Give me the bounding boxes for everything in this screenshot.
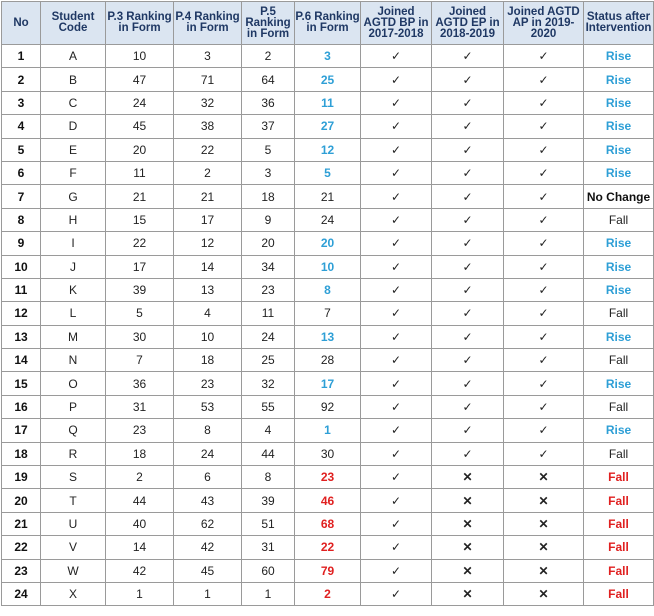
p3-ranking-cell: 36	[106, 372, 174, 395]
table-row	[2, 91, 654, 114]
joined-ep-cell: ✓	[432, 395, 504, 418]
student-code-cell: X	[41, 582, 106, 605]
p6-ranking-cell: 28	[295, 349, 361, 372]
status-cell: Rise	[584, 45, 654, 68]
student-code-cell: T	[41, 489, 106, 512]
joined-ep-cell: ✓	[432, 185, 504, 208]
joined-ap-cell: ✓	[504, 115, 584, 138]
p6-ranking-cell: 25	[295, 68, 361, 91]
p6-ranking-cell: 68	[295, 512, 361, 535]
table-body	[2, 45, 654, 606]
status-cell: Fall	[584, 349, 654, 372]
student-code-cell: W	[41, 559, 106, 582]
joined-bp-cell: ✓	[361, 302, 432, 325]
p6-ranking-cell: 24	[295, 208, 361, 231]
joined-bp-cell: ✓	[361, 115, 432, 138]
p5-ranking-cell: 18	[242, 185, 295, 208]
p4-ranking-cell: 43	[174, 489, 242, 512]
p6-ranking-cell: 92	[295, 395, 361, 418]
joined-ap-cell: ✓	[504, 395, 584, 418]
row-no-cell: 10	[2, 255, 41, 278]
p4-ranking-cell: 23	[174, 372, 242, 395]
joined-ap-cell: ✓	[504, 372, 584, 395]
p5-ranking-cell: 9	[242, 208, 295, 231]
row-no-cell: 8	[2, 208, 41, 231]
row-no-cell: 4	[2, 115, 41, 138]
joined-ap-cell: ✓	[504, 138, 584, 161]
joined-ep-cell: ✓	[432, 232, 504, 255]
header-p5: P.5 Ranking in Form	[242, 2, 295, 45]
joined-ap-cell: ✓	[504, 232, 584, 255]
p6-ranking-cell: 8	[295, 278, 361, 301]
p3-ranking-cell: 42	[106, 559, 174, 582]
student-code-cell: H	[41, 208, 106, 231]
p6-ranking-cell: 23	[295, 466, 361, 489]
p5-ranking-cell: 39	[242, 489, 295, 512]
table-row	[2, 278, 654, 301]
status-cell: Rise	[584, 278, 654, 301]
p5-ranking-cell: 44	[242, 442, 295, 465]
student-code-cell: F	[41, 161, 106, 184]
student-code-cell: U	[41, 512, 106, 535]
joined-bp-cell: ✓	[361, 325, 432, 348]
row-no-cell: 23	[2, 559, 41, 582]
p4-ranking-cell: 42	[174, 536, 242, 559]
joined-ap-cell: ✓	[504, 208, 584, 231]
status-cell: Rise	[584, 138, 654, 161]
p5-ranking-cell: 25	[242, 349, 295, 372]
joined-ap-cell: ✓	[504, 185, 584, 208]
p3-ranking-cell: 39	[106, 278, 174, 301]
joined-ap-cell: ✓	[504, 325, 584, 348]
p3-ranking-cell: 15	[106, 208, 174, 231]
p5-ranking-cell: 32	[242, 372, 295, 395]
row-no-cell: 2	[2, 68, 41, 91]
joined-ap-cell: ✓	[504, 278, 584, 301]
p4-ranking-cell: 71	[174, 68, 242, 91]
p6-ranking-cell: 46	[295, 489, 361, 512]
table-row	[2, 138, 654, 161]
status-cell: Rise	[584, 372, 654, 395]
row-no-cell: 22	[2, 536, 41, 559]
p5-ranking-cell: 11	[242, 302, 295, 325]
joined-ep-cell: ✕	[432, 559, 504, 582]
status-cell: Rise	[584, 91, 654, 114]
joined-bp-cell: ✓	[361, 349, 432, 372]
joined-ep-cell: ✕	[432, 489, 504, 512]
p4-ranking-cell: 1	[174, 582, 242, 605]
p6-ranking-cell: 20	[295, 232, 361, 255]
joined-ap-cell: ✓	[504, 302, 584, 325]
p6-ranking-cell: 13	[295, 325, 361, 348]
p6-ranking-cell: 79	[295, 559, 361, 582]
status-cell: Rise	[584, 232, 654, 255]
student-code-cell: I	[41, 232, 106, 255]
joined-ep-cell: ✓	[432, 91, 504, 114]
p3-ranking-cell: 31	[106, 395, 174, 418]
p5-ranking-cell: 51	[242, 512, 295, 535]
p3-ranking-cell: 11	[106, 161, 174, 184]
p4-ranking-cell: 24	[174, 442, 242, 465]
joined-ep-cell: ✓	[432, 302, 504, 325]
p5-ranking-cell: 5	[242, 138, 295, 161]
header-p6: P.6 Ranking in Form	[295, 2, 361, 45]
student-code-cell: B	[41, 68, 106, 91]
student-code-cell: Q	[41, 419, 106, 442]
p4-ranking-cell: 38	[174, 115, 242, 138]
p4-ranking-cell: 6	[174, 466, 242, 489]
p3-ranking-cell: 30	[106, 325, 174, 348]
status-cell: Fall	[584, 489, 654, 512]
p4-ranking-cell: 10	[174, 325, 242, 348]
p3-ranking-cell: 44	[106, 489, 174, 512]
p6-ranking-cell: 27	[295, 115, 361, 138]
student-code-cell: R	[41, 442, 106, 465]
joined-ep-cell: ✕	[432, 536, 504, 559]
row-no-cell: 20	[2, 489, 41, 512]
p6-ranking-cell: 21	[295, 185, 361, 208]
table-row	[2, 255, 654, 278]
status-cell: Rise	[584, 325, 654, 348]
p6-ranking-cell: 3	[295, 45, 361, 68]
row-no-cell: 5	[2, 138, 41, 161]
table-row	[2, 302, 654, 325]
student-code-cell: S	[41, 466, 106, 489]
p4-ranking-cell: 4	[174, 302, 242, 325]
table-row	[2, 232, 654, 255]
header-no: No	[2, 2, 41, 45]
joined-ep-cell: ✕	[432, 582, 504, 605]
joined-ep-cell: ✓	[432, 138, 504, 161]
status-cell: Fall	[584, 395, 654, 418]
student-code-cell: N	[41, 349, 106, 372]
p4-ranking-cell: 21	[174, 185, 242, 208]
p4-ranking-cell: 18	[174, 349, 242, 372]
p6-ranking-cell: 30	[295, 442, 361, 465]
joined-ep-cell: ✓	[432, 349, 504, 372]
p4-ranking-cell: 62	[174, 512, 242, 535]
p5-ranking-cell: 2	[242, 45, 295, 68]
p5-ranking-cell: 3	[242, 161, 295, 184]
status-cell: Fall	[584, 466, 654, 489]
p4-ranking-cell: 53	[174, 395, 242, 418]
table-row	[2, 372, 654, 395]
row-no-cell: 14	[2, 349, 41, 372]
row-no-cell: 6	[2, 161, 41, 184]
p6-ranking-cell: 22	[295, 536, 361, 559]
p3-ranking-cell: 5	[106, 302, 174, 325]
table-row	[2, 185, 654, 208]
status-cell: Fall	[584, 208, 654, 231]
p3-ranking-cell: 20	[106, 138, 174, 161]
p3-ranking-cell: 45	[106, 115, 174, 138]
row-no-cell: 7	[2, 185, 41, 208]
header-p3: P.3 Ranking in Form	[106, 2, 174, 45]
status-cell: Fall	[584, 302, 654, 325]
table-row	[2, 559, 654, 582]
joined-ep-cell: ✓	[432, 442, 504, 465]
student-code-cell: O	[41, 372, 106, 395]
joined-ep-cell: ✕	[432, 512, 504, 535]
joined-ap-cell: ✓	[504, 442, 584, 465]
joined-ap-cell: ✕	[504, 536, 584, 559]
student-code-cell: D	[41, 115, 106, 138]
joined-ep-cell: ✓	[432, 208, 504, 231]
row-no-cell: 24	[2, 582, 41, 605]
header-joined-ap: Joined AGTD AP in 2019-2020	[504, 2, 584, 45]
p6-ranking-cell: 5	[295, 161, 361, 184]
header-joined-bp: Joined AGTD BP in 2017-2018	[361, 2, 432, 45]
p4-ranking-cell: 2	[174, 161, 242, 184]
p5-ranking-cell: 31	[242, 536, 295, 559]
p5-ranking-cell: 1	[242, 582, 295, 605]
joined-bp-cell: ✓	[361, 232, 432, 255]
p5-ranking-cell: 20	[242, 232, 295, 255]
joined-bp-cell: ✓	[361, 68, 432, 91]
p4-ranking-cell: 3	[174, 45, 242, 68]
student-code-cell: P	[41, 395, 106, 418]
row-no-cell: 18	[2, 442, 41, 465]
header-p4: P.4 Ranking in Form	[174, 2, 242, 45]
p5-ranking-cell: 8	[242, 466, 295, 489]
joined-bp-cell: ✓	[361, 489, 432, 512]
joined-ep-cell: ✓	[432, 372, 504, 395]
joined-ap-cell: ✓	[504, 45, 584, 68]
p4-ranking-cell: 22	[174, 138, 242, 161]
table-row	[2, 161, 654, 184]
joined-ep-cell: ✓	[432, 325, 504, 348]
student-code-cell: M	[41, 325, 106, 348]
ranking-table	[1, 1, 654, 606]
joined-bp-cell: ✓	[361, 372, 432, 395]
row-no-cell: 17	[2, 419, 41, 442]
p5-ranking-cell: 23	[242, 278, 295, 301]
p3-ranking-cell: 10	[106, 45, 174, 68]
header-joined-ep: Joined AGTD EP in 2018-2019	[432, 2, 504, 45]
p5-ranking-cell: 55	[242, 395, 295, 418]
joined-bp-cell: ✓	[361, 512, 432, 535]
joined-ep-cell: ✓	[432, 161, 504, 184]
p4-ranking-cell: 45	[174, 559, 242, 582]
p5-ranking-cell: 64	[242, 68, 295, 91]
status-cell: Fall	[584, 512, 654, 535]
joined-ap-cell: ✕	[504, 512, 584, 535]
joined-ap-cell: ✓	[504, 349, 584, 372]
header-student-code: Student Code	[41, 2, 106, 45]
table-row	[2, 68, 654, 91]
p3-ranking-cell: 18	[106, 442, 174, 465]
status-cell: Rise	[584, 68, 654, 91]
table-row	[2, 419, 654, 442]
joined-ap-cell: ✕	[504, 559, 584, 582]
joined-ap-cell: ✕	[504, 489, 584, 512]
table-row	[2, 489, 654, 512]
student-code-cell: G	[41, 185, 106, 208]
p4-ranking-cell: 8	[174, 419, 242, 442]
row-no-cell: 3	[2, 91, 41, 114]
p4-ranking-cell: 12	[174, 232, 242, 255]
p3-ranking-cell: 24	[106, 91, 174, 114]
joined-bp-cell: ✓	[361, 466, 432, 489]
row-no-cell: 1	[2, 45, 41, 68]
status-cell: Rise	[584, 161, 654, 184]
table-row	[2, 395, 654, 418]
joined-bp-cell: ✓	[361, 45, 432, 68]
p6-ranking-cell: 17	[295, 372, 361, 395]
status-cell: Fall	[584, 559, 654, 582]
student-code-cell: K	[41, 278, 106, 301]
student-code-cell: C	[41, 91, 106, 114]
joined-bp-cell: ✓	[361, 419, 432, 442]
p3-ranking-cell: 47	[106, 68, 174, 91]
status-cell: Fall	[584, 536, 654, 559]
table-row	[2, 582, 654, 605]
p3-ranking-cell: 22	[106, 232, 174, 255]
status-cell: Rise	[584, 419, 654, 442]
joined-bp-cell: ✓	[361, 395, 432, 418]
joined-ep-cell: ✓	[432, 45, 504, 68]
p4-ranking-cell: 17	[174, 208, 242, 231]
p5-ranking-cell: 24	[242, 325, 295, 348]
joined-ep-cell: ✓	[432, 419, 504, 442]
table-row	[2, 349, 654, 372]
p4-ranking-cell: 32	[174, 91, 242, 114]
joined-ep-cell: ✓	[432, 68, 504, 91]
p6-ranking-cell: 1	[295, 419, 361, 442]
p5-ranking-cell: 36	[242, 91, 295, 114]
status-cell: Rise	[584, 255, 654, 278]
table-row	[2, 512, 654, 535]
joined-bp-cell: ✓	[361, 91, 432, 114]
student-code-cell: E	[41, 138, 106, 161]
joined-ep-cell: ✓	[432, 278, 504, 301]
row-no-cell: 11	[2, 278, 41, 301]
joined-ap-cell: ✕	[504, 582, 584, 605]
joined-bp-cell: ✓	[361, 582, 432, 605]
p5-ranking-cell: 4	[242, 419, 295, 442]
p3-ranking-cell: 17	[106, 255, 174, 278]
joined-ap-cell: ✓	[504, 161, 584, 184]
joined-bp-cell: ✓	[361, 138, 432, 161]
joined-bp-cell: ✓	[361, 208, 432, 231]
p6-ranking-cell: 10	[295, 255, 361, 278]
student-code-cell: V	[41, 536, 106, 559]
joined-bp-cell: ✓	[361, 442, 432, 465]
p3-ranking-cell: 7	[106, 349, 174, 372]
p3-ranking-cell: 23	[106, 419, 174, 442]
table-row	[2, 325, 654, 348]
joined-ep-cell: ✕	[432, 466, 504, 489]
p4-ranking-cell: 13	[174, 278, 242, 301]
row-no-cell: 15	[2, 372, 41, 395]
joined-ep-cell: ✓	[432, 115, 504, 138]
student-code-cell: A	[41, 45, 106, 68]
p5-ranking-cell: 34	[242, 255, 295, 278]
joined-bp-cell: ✓	[361, 161, 432, 184]
p6-ranking-cell: 7	[295, 302, 361, 325]
p3-ranking-cell: 14	[106, 536, 174, 559]
p4-ranking-cell: 14	[174, 255, 242, 278]
status-cell: Fall	[584, 582, 654, 605]
p6-ranking-cell: 2	[295, 582, 361, 605]
joined-bp-cell: ✓	[361, 185, 432, 208]
joined-ap-cell: ✓	[504, 419, 584, 442]
table-row	[2, 208, 654, 231]
joined-bp-cell: ✓	[361, 536, 432, 559]
joined-ap-cell: ✓	[504, 255, 584, 278]
row-no-cell: 12	[2, 302, 41, 325]
student-code-cell: L	[41, 302, 106, 325]
joined-bp-cell: ✓	[361, 559, 432, 582]
status-cell: Fall	[584, 442, 654, 465]
joined-ap-cell: ✓	[504, 68, 584, 91]
status-cell: Rise	[584, 115, 654, 138]
status-cell: No Change	[584, 185, 654, 208]
p3-ranking-cell: 40	[106, 512, 174, 535]
p3-ranking-cell: 2	[106, 466, 174, 489]
table-row	[2, 442, 654, 465]
table-row	[2, 115, 654, 138]
p6-ranking-cell: 12	[295, 138, 361, 161]
p5-ranking-cell: 37	[242, 115, 295, 138]
row-no-cell: 21	[2, 512, 41, 535]
table-row	[2, 45, 654, 68]
joined-bp-cell: ✓	[361, 278, 432, 301]
p6-ranking-cell: 11	[295, 91, 361, 114]
row-no-cell: 19	[2, 466, 41, 489]
joined-ap-cell: ✕	[504, 466, 584, 489]
table-row	[2, 536, 654, 559]
table-row	[2, 466, 654, 489]
joined-ep-cell: ✓	[432, 255, 504, 278]
row-no-cell: 13	[2, 325, 41, 348]
row-no-cell: 16	[2, 395, 41, 418]
p3-ranking-cell: 1	[106, 582, 174, 605]
header-status: Status after Intervention	[584, 2, 654, 45]
row-no-cell: 9	[2, 232, 41, 255]
p5-ranking-cell: 60	[242, 559, 295, 582]
joined-bp-cell: ✓	[361, 255, 432, 278]
joined-ap-cell: ✓	[504, 91, 584, 114]
p3-ranking-cell: 21	[106, 185, 174, 208]
header-row	[2, 2, 654, 45]
student-code-cell: J	[41, 255, 106, 278]
